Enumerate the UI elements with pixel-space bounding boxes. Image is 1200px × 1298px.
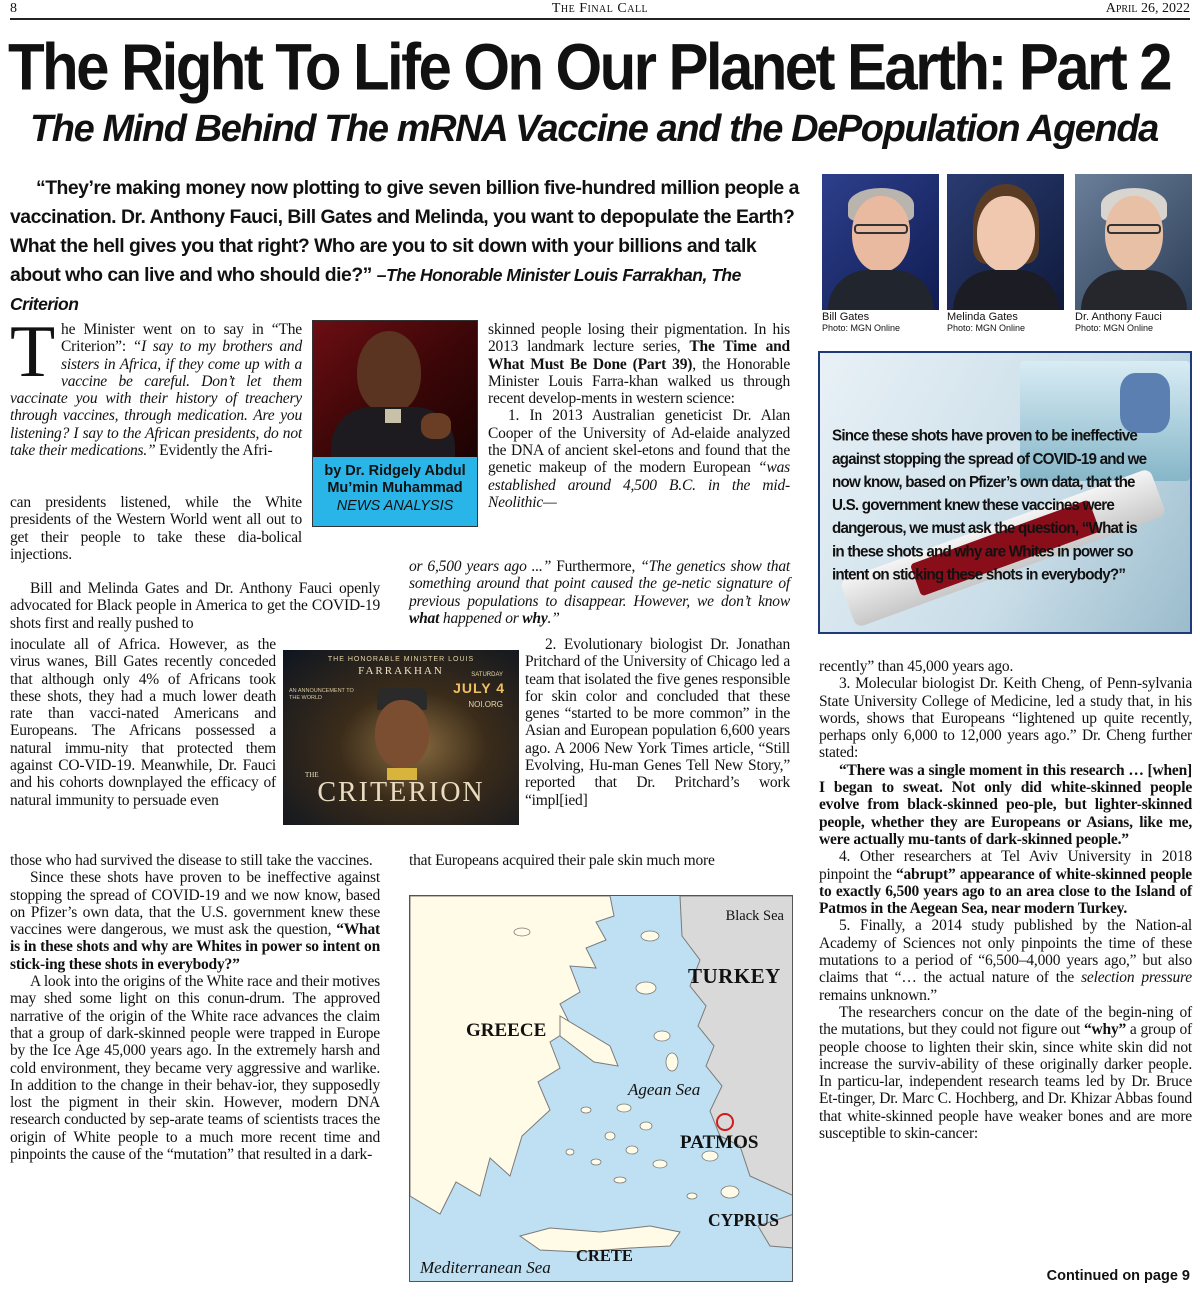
poster-title: CRITERION xyxy=(317,777,485,808)
map-label-greece: GREECE xyxy=(466,1020,547,1041)
article-column-1a xyxy=(10,311,302,460)
article-column-3: recently” than 45,000 years ago. 3. Molecular biologist Dr. Keith Cheng, of Penn-sylvania State University College of Medicine, led a study that, in his words, shows that Europeans “lightened up quite recently, perhaps only 6,000 to 12,000 years ago.” Dr. Cheng further stated: “There was a single moment in this research … [when] I began to sweat. Not only did white-skinned people evolve from black-skinned peo-ple, but lighter-skinned people, whether they are Europeans or Asians, like me, were actually mu-tants of dark-skinned people.” 4. Other researchers at Tel Aviv University in 2018 pinpoint the “abrupt” appearance of white-skinned people to exactly 6,500 years ago to an area close to the Island of Patmos in the Aegean Sea, near modern Turkey. 5. Finally, a 2014 study published by the Nation-al Academy of Sciences not only pinpoints the time of these mutations to a period of “6,500–4,000 years ago,” but also claims that “… the actual nature of the selection pressure remains unknown.” The researchers concur on the date of the begin-ning of the mutations, but they could not figure out “why” a group of people choose to lighten their skin, since white skin did not increase the surviv-ability of these originally darker people. In particu-lar, independent research teams led by Dr. Bruce Et-tinger, Dr. Marc C. Hochberg, and Dr. Khizar Abbas found that white-skinned people have weaker bones and are more susceptible to skin-cancer: xyxy=(819,658,1192,1143)
running-header xyxy=(10,0,1190,20)
poster-day: SATURDAY xyxy=(471,672,503,678)
poster-date: JULY 4 xyxy=(453,680,505,696)
article-column-1d: inoculate all of Africa. However, as the virus wanes, Bill Gates recently conceded that although only 4% of Africans took these shots, they had a much lower death rate than vacci-nated Americans and Europeans. The Africans possessed a natural immu-nity that protected them against CO-VID-19. Meanwhile, Dr. Fauci and his cohorts downplayed the efficacy of natural immunity to persuade even xyxy=(10,636,276,809)
page-number: 8 xyxy=(10,1,17,16)
byline-box xyxy=(312,320,478,527)
caption-bill-gates xyxy=(822,312,900,334)
map-label-crete: CRETE xyxy=(576,1246,633,1265)
criterion-poster xyxy=(283,650,519,825)
pull-quote-attribution: –The Honorable Minister Louis Farrakhan, The Criterion xyxy=(10,265,741,314)
article-column-1c: Bill and Melinda Gates and Dr. Anthony Fauci openly advocated for Black people in America to get the COVID-19 shots first and really pushed to xyxy=(10,580,380,632)
caption-name: Bill Gates xyxy=(822,311,870,323)
byline-section: NEWS ANALYSIS xyxy=(336,498,454,514)
caption-credit: Photo: MGN Online xyxy=(947,323,1026,333)
continued-notice: Continued on page 9 xyxy=(1046,1268,1190,1284)
author-photo xyxy=(313,321,477,457)
callout-text: Since these shots have proven to be ineffective against stopping the spread of COVID-19 and we now know, based on Pfizer’s own data, that the U.S. government knew these vaccines were dangerous, we must ask the question, “What is in these shots and why are Whites in power so intent on sticking these shots in everybody?” xyxy=(832,427,1147,584)
photo-melinda-gates xyxy=(947,174,1064,310)
syringe-callout xyxy=(818,351,1192,634)
article-column-1b: can presidents listened, while the White presidents of the Western World went all out to get their people to take these dia-bolical injections. xyxy=(10,494,302,563)
headline: The Right To Life On Our Planet Earth: Part 2 xyxy=(8,30,1170,104)
poster-site: NOI.ORG xyxy=(468,700,503,709)
aegean-map xyxy=(409,895,793,1282)
poster-announcement: AN ANNOUNCEMENT TO THE WORLD xyxy=(289,688,354,701)
photo-bill-gates xyxy=(822,174,939,310)
byline-author: by Dr. Ridgely Abdul Mu’min Muhammad xyxy=(324,463,466,496)
article-column-2c: 2. Evolutionary biologist Dr. Jonathan Pritchard of the University of Chicago led a team that isolated the five genes responsible for skin color and concluded that these genes “started to be more common” in the Asian and European population 6,600 years ago. A 2006 New York Times article, “Still Evolving, Hu-man Genes Tell New Story,” reported that Dr. Pritchard’s work “impl[ied] xyxy=(525,636,790,809)
article-paragraph: The Minister went on to say in “The Criterion”: “I say to my brothers and sisters in Africa, if they come up with a vaccine be careful. Don’t let them vaccinate you with their history of treachery through vaccines, through medication. Are you listening? I say to the African presidents, do not take their medications.” Evidently the Afri- xyxy=(10,311,302,460)
issue-date: April 26, 2022 xyxy=(1105,1,1190,16)
poster-name: FARRAKHAN xyxy=(358,665,444,677)
caption-credit: Photo: MGN Online xyxy=(1075,323,1154,333)
poster-portrait xyxy=(375,700,429,768)
caption-name: Melinda Gates xyxy=(947,311,1018,323)
article-column-1e: those who had survived the disease to still take the vaccines. Since these shots have proven to be ineffective against stopping the spread of COVID-19 and we now know, based on Pfizer’s own data, that the U.S. government knew these vaccines were dangerous, we must ask the question, “What is in these shots and why are Whites in power so intent on stick-ing these shots in everybody?” A look into the origins of the White race and their motives may shed some light on this conun-drum. The approved narrative of the origin of the White race advances the claim that a group of dark-skinned people were trapped in Europe by the Ice Age 45,000 years ago. In the extremely harsh and cold environment, they became very aggressive and warlike. In addition to the change in their behav-ior, they supposedly lost the pigment in their skin. However, modern DNA research conducted by sep-arate teams of scientists traces the origin of White people to a much more recent time and pinpoints the cause of the “mutation” that resulted in a dark- xyxy=(10,852,380,1164)
caption-name: Dr. Anthony Fauci xyxy=(1075,311,1162,323)
map-label-black-sea: Black Sea xyxy=(725,908,784,924)
poster-the: THE xyxy=(305,771,319,779)
gloved-hand-image xyxy=(1120,373,1170,433)
article-column-2a: skinned people losing their pigmentation. In his 2013 landmark lecture series, The Time and What Must Be Done (Part 39), the Honorable Minister Louis Farra-khan walked us through recent develop-ments in western science: 1. In 2013 Australian geneticist Dr. Alan Cooper of the University of Ad-elaide analyzed the DNA of ancient skel-etons and found that the genetic makeup of the modern European “was established around 4,500 B.C. in the mid-Neolithic— xyxy=(488,321,791,511)
photo-anthony-fauci xyxy=(1075,174,1192,310)
caption-credit: Photo: MGN Online xyxy=(822,323,901,333)
pull-quote xyxy=(10,174,800,319)
map-label-mediterranean-sea: Mediterranean Sea xyxy=(420,1258,551,1277)
pull-quote-text: “They’re making money now plotting to give seven billion five-hundred million people a vaccination. Dr. Anthony Fauci, Bill Gates and Melinda, you want to depopulate the Earth? What the hell gives you that right? Who are you to sit down with your billions and talk about who can live and who should die?” xyxy=(10,177,799,286)
subheadline: The Mind Behind The mRNA Vaccine and the DePopulation Agenda xyxy=(30,108,1158,150)
map-label-turkey: TURKEY xyxy=(688,964,781,988)
map-label-patmos: PATMOS xyxy=(680,1132,759,1153)
article-column-2b: or 6,500 years ago ...” Furthermore, “The genetics show that something around that point caused the ge-netic signature of previous populations to disappear. However, we don’t know what happened or why.” xyxy=(409,558,790,627)
caption-anthony-fauci xyxy=(1075,312,1162,334)
map-label-cyprus: CYPRUS xyxy=(708,1210,779,1230)
byline-label xyxy=(313,457,477,526)
map-label-agean-sea: Agean Sea xyxy=(628,1080,701,1099)
article-column-2d: that Europeans acquired their pale skin much more xyxy=(409,852,715,869)
caption-melinda-gates xyxy=(947,312,1025,334)
poster-top-line: THE HONORABLE MINISTER LOUIS xyxy=(327,656,475,663)
publication-name: The Final Call xyxy=(551,1,649,16)
